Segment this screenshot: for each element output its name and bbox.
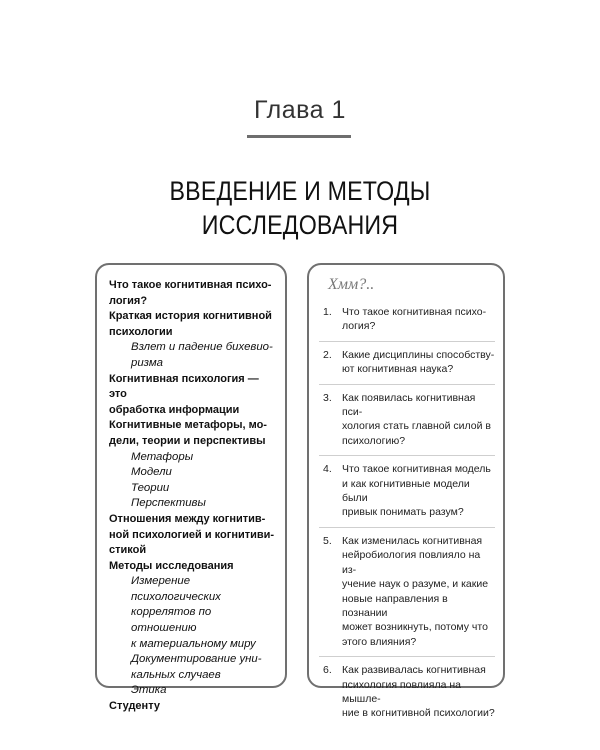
question-number: 2. bbox=[323, 348, 332, 361]
question-text-line: хология стать главной силой в bbox=[342, 420, 491, 433]
question-text-line: ют когнитивная наука? bbox=[342, 363, 454, 376]
contents-subsection-line: Взлет и падение бихевио- bbox=[131, 341, 273, 354]
contents-subsection-line: Метафоры bbox=[131, 450, 194, 463]
question-text-line: нейробиология повлияло на из- bbox=[342, 549, 481, 576]
chapter-contents-box bbox=[95, 263, 287, 713]
contents-section-line: Когнитивная психология — это bbox=[109, 372, 259, 401]
contents-subsection-line: к материальному миру bbox=[131, 637, 256, 650]
question-text-line: новые направления в познании bbox=[342, 592, 448, 619]
chapter-underline bbox=[247, 135, 351, 138]
question-item bbox=[319, 663, 495, 728]
question-item bbox=[319, 305, 495, 342]
question-text-line: логия? bbox=[342, 320, 376, 333]
chapter-contents-list bbox=[109, 278, 277, 715]
question-text-line: этого влияния? bbox=[342, 635, 417, 648]
chapter-title bbox=[42, 174, 558, 242]
question-text-line: учение наук о разуме, и какие bbox=[342, 578, 489, 591]
question-number: 4. bbox=[323, 463, 332, 476]
contents-section-line: дели, теории и перспективы bbox=[109, 434, 266, 447]
question-item bbox=[319, 391, 495, 457]
question-number: 1. bbox=[323, 306, 332, 318]
question-text-line: Что такое когнитивная модель bbox=[342, 463, 491, 476]
contents-subsection-line: Этика bbox=[131, 684, 167, 697]
question-item bbox=[319, 534, 495, 657]
question-text-line: психология повлияла на мышле- bbox=[342, 678, 461, 705]
contents-section-line: ной психологией и когнитиви- bbox=[109, 528, 275, 541]
contents-section-line: Когнитивные метафоры, мо- bbox=[109, 419, 267, 432]
question-number: 3. bbox=[323, 391, 332, 404]
question-text-line: Какие дисциплины способству- bbox=[342, 348, 495, 361]
question-text-line: Как изменилась когнитивная bbox=[342, 534, 483, 547]
question-item bbox=[319, 348, 495, 385]
contents-section-line: психологии bbox=[109, 325, 173, 338]
contents-section-line: Отношения между когнитив- bbox=[109, 512, 266, 525]
question-text-line: психологию? bbox=[342, 434, 406, 447]
question-text-line: и как когнитивные модели были bbox=[342, 477, 470, 505]
chapter-label: Глава 1 bbox=[254, 96, 346, 124]
contents-section-line: обработка информации bbox=[109, 403, 240, 416]
question-text-line: может возникнуть, потому что bbox=[342, 621, 488, 634]
questions-box bbox=[307, 263, 505, 720]
contents-section-line: Студенту bbox=[109, 700, 160, 713]
contents-section-line: Краткая история когнитивной bbox=[109, 310, 272, 323]
questions-heading: Хмм?.. bbox=[328, 276, 375, 293]
contents-section-line: логия? bbox=[109, 294, 148, 307]
chapter-title-line-1: ВВЕДЕНИЕ И МЕТОДЫ bbox=[169, 176, 431, 206]
contents-subsection-line: Измерение психологических bbox=[131, 575, 221, 603]
question-item bbox=[319, 462, 495, 528]
question-text-line: ние в когнитивной психологии? bbox=[342, 707, 495, 720]
question-text-line: Как развивалась когнитивная bbox=[342, 664, 486, 677]
question-list bbox=[319, 305, 495, 728]
contents-subsection-line: коррелятов по отношению bbox=[131, 606, 212, 635]
chapter-title-line-2: ИССЛЕДОВАНИЯ bbox=[201, 210, 399, 240]
contents-section-line: Методы исследования bbox=[109, 559, 234, 572]
question-number: 6. bbox=[323, 664, 332, 677]
question-number: 5. bbox=[323, 534, 332, 547]
contents-section-line: Что такое когнитивная психо- bbox=[109, 279, 272, 291]
question-text-line: привык понимать разум? bbox=[342, 506, 464, 519]
contents-subsection-line: Документирование уни- bbox=[131, 653, 262, 666]
contents-subsection-line: ризма bbox=[131, 356, 163, 369]
contents-subsection-line: кальных случаев bbox=[131, 668, 221, 681]
contents-subsection-line: Теории bbox=[131, 481, 170, 494]
contents-section-line: стикой bbox=[109, 544, 147, 557]
question-text-line: Что такое когнитивная психо- bbox=[342, 306, 487, 318]
contents-subsection-line: Перспективы bbox=[131, 497, 206, 510]
contents-subsection-line: Модели bbox=[131, 466, 172, 479]
question-text-line: Как появилась когнитивная пси- bbox=[342, 391, 476, 419]
